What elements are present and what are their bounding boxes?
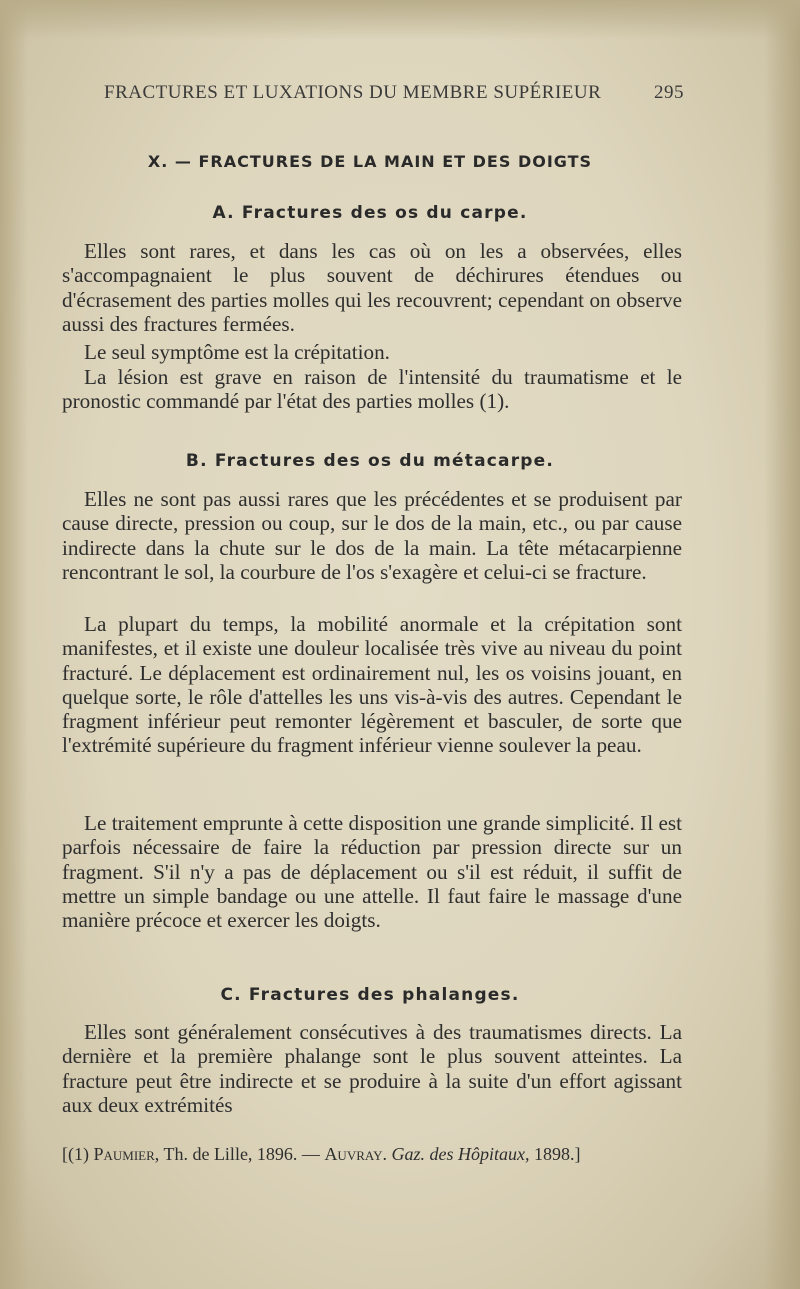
subsection-heading-phalanges: C. Fractures des phalanges. [220,985,520,1005]
running-head [104,82,684,104]
page-edge-right [764,0,800,1289]
subsection-heading-carpe: A. Fractures des os du carpe. [212,203,528,223]
page-number: 295 [654,82,684,103]
footnote-journal: Gaz. des Hôpitaux, [391,1144,530,1164]
subsection-heading-metacarpe: B. Fractures des os du métacarpe. [185,451,555,471]
page-edge-top [0,0,800,40]
paragraph: Elles ne sont pas aussi rares que les précédentes et se produisent par cause directe, pression ou coup, sur le dos de la main, etc., ou par cause indirecte dans la chute sur le dos de la main. La tête métacarpienne rencontrant le sol, la courbure de l'os s'exagère et celui-ci se fracture. [62,487,682,584]
paragraph: Elles sont généralement consécutives à des traumatismes directs. La dernière et la première phalange sont le plus souvent atteintes. La fracture peut être indirecte et se produire à la suite d'un effort agissant aux deux extrémités [62,1020,682,1117]
footnote: [(1) Paumier, Th. de Lille, 1896. — Auvray. Gaz. des Hôpitaux, 1898.] [62,1144,581,1164]
footnote-author: Auvray [324,1144,383,1164]
page-edge-left [0,0,28,1289]
running-head-title: FRACTURES ET LUXATIONS DU MEMBRE SUPÉRIEUR [104,82,602,103]
paragraph: La lésion est grave en raison de l'intensité du traumatisme et le pronostic commandé par l'état des parties molles (1). [62,365,682,414]
paragraph: Le seul symptôme est la crépitation. [84,340,390,364]
paragraph: La plupart du temps, la mobilité anormale et la crépitation sont manifestes, et il existe une douleur localisée très vive au niveau du point fracturé. Le déplacement est ordinairement nul, les os voisins jouant, en quelque sorte, le rôle d'attelles les uns vis-à-vis des autres. Cependant le fragment inférieur peut remonter légèrement et basculer, de sorte que l'extrémité supérieure du fragment inférieur vienne soulever la peau. [62,612,682,758]
paragraph: Le traitement emprunte à cette disposition une grande simplicité. Il est parfois nécessaire de faire la réduction par pression directe sur un fragment. S'il n'y a pas de déplacement ou s'il est réduit, il suffit de mettre un simple bandage ou une attelle. Il faut faire le massage d'une manière précoce et exercer les doigts. [62,811,682,933]
paragraph: Elles sont rares, et dans les cas où on les a observées, elles s'accompagnaient le plus souvent de déchirures étendues ou d'écrasement des parties molles qui les recouvrent; cependant on observe aussi des fractures fermées. [62,239,682,336]
footnote-author: Paumier [93,1144,155,1164]
section-title: X. — FRACTURES DE LA MAIN ET DES DOIGTS [147,152,593,171]
